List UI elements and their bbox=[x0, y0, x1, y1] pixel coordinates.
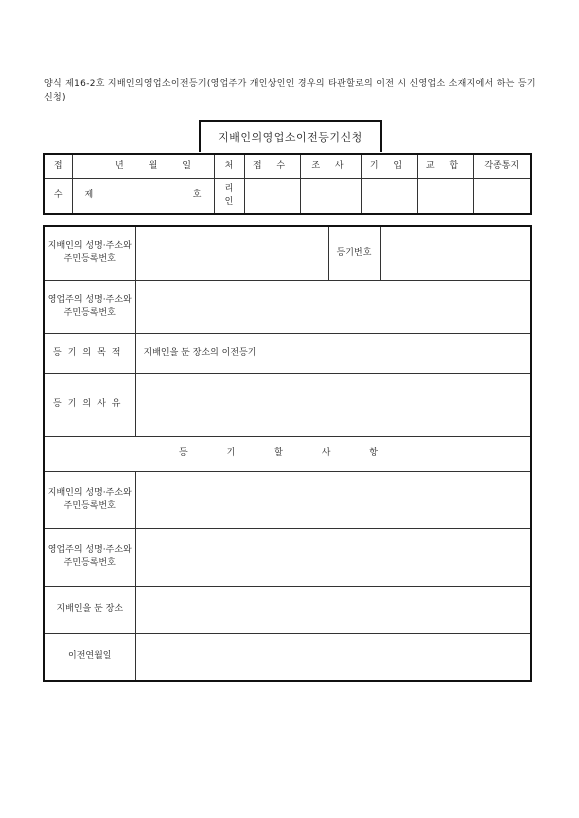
purpose-label: 등기의목적 bbox=[44, 333, 135, 373]
col-check: 교 합 bbox=[417, 154, 473, 178]
transfer-date-input[interactable] bbox=[135, 633, 531, 681]
reception-number-cell[interactable] bbox=[72, 178, 214, 214]
year-label: 년 bbox=[114, 160, 124, 171]
notice-stamp-cell[interactable] bbox=[473, 178, 531, 214]
place-input[interactable] bbox=[135, 586, 531, 633]
reception-label-top: 접 bbox=[44, 154, 72, 178]
owner2-input[interactable] bbox=[135, 528, 531, 586]
manager2-input[interactable] bbox=[135, 471, 531, 528]
transfer-date-label: 이전연월일 bbox=[44, 633, 135, 681]
cause-input[interactable] bbox=[135, 373, 531, 436]
entry-stamp-cell[interactable] bbox=[361, 178, 417, 214]
form-caption: 양식 제16-2호 지배인의영업소이전등기(영업주가 개인상인인 경우의 타관할로의 이전 시 신영업소 소재지에서 하는 등기신청) bbox=[44, 79, 536, 103]
check-stamp-cell[interactable] bbox=[417, 178, 473, 214]
col-review: 조 사 bbox=[300, 154, 361, 178]
receipt-stamp-cell[interactable] bbox=[244, 178, 300, 214]
review-stamp-cell[interactable] bbox=[300, 178, 361, 214]
form-title: 지배인의영업소이전등기신청 bbox=[199, 120, 382, 152]
purpose-value[interactable]: 지배인을 둔 장소의 이전등기 bbox=[135, 333, 531, 373]
number-suffix: 호 bbox=[192, 190, 202, 201]
reception-label-bottom: 수 bbox=[44, 178, 72, 214]
manager2-label: 지배인의 성명·주소와 주민등록번호 bbox=[44, 471, 135, 528]
place-label: 지배인을 둔 장소 bbox=[44, 586, 135, 633]
col-entry: 기 입 bbox=[361, 154, 417, 178]
owner-label: 영업주의 성명·주소와 주민등록번호 bbox=[44, 280, 135, 333]
number-prefix: 제 bbox=[84, 190, 94, 201]
col-notice: 각종통지 bbox=[473, 154, 531, 178]
registration-number-label: 등기번호 bbox=[328, 226, 380, 280]
reception-table bbox=[43, 153, 532, 215]
processing-label-top: 처 bbox=[214, 154, 244, 178]
owner2-label: 영업주의 성명·주소와 주민등록번호 bbox=[44, 528, 135, 586]
owner-input[interactable] bbox=[135, 280, 531, 333]
manager-label: 지배인의 성명·주소와 주민등록번호 bbox=[44, 226, 135, 280]
reception-date-cell[interactable] bbox=[72, 154, 214, 178]
cause-label: 등기의사유 bbox=[44, 373, 135, 436]
processing-label-bottom: 리 인 bbox=[214, 178, 244, 214]
month-label: 월 bbox=[148, 160, 158, 171]
manager-input[interactable] bbox=[135, 226, 328, 280]
section-title: 등 기 할 사 항 bbox=[44, 436, 531, 471]
registration-number-input[interactable] bbox=[380, 226, 531, 280]
day-label: 일 bbox=[182, 160, 191, 171]
application-table bbox=[43, 225, 532, 682]
col-receipt: 접 수 bbox=[244, 154, 300, 178]
